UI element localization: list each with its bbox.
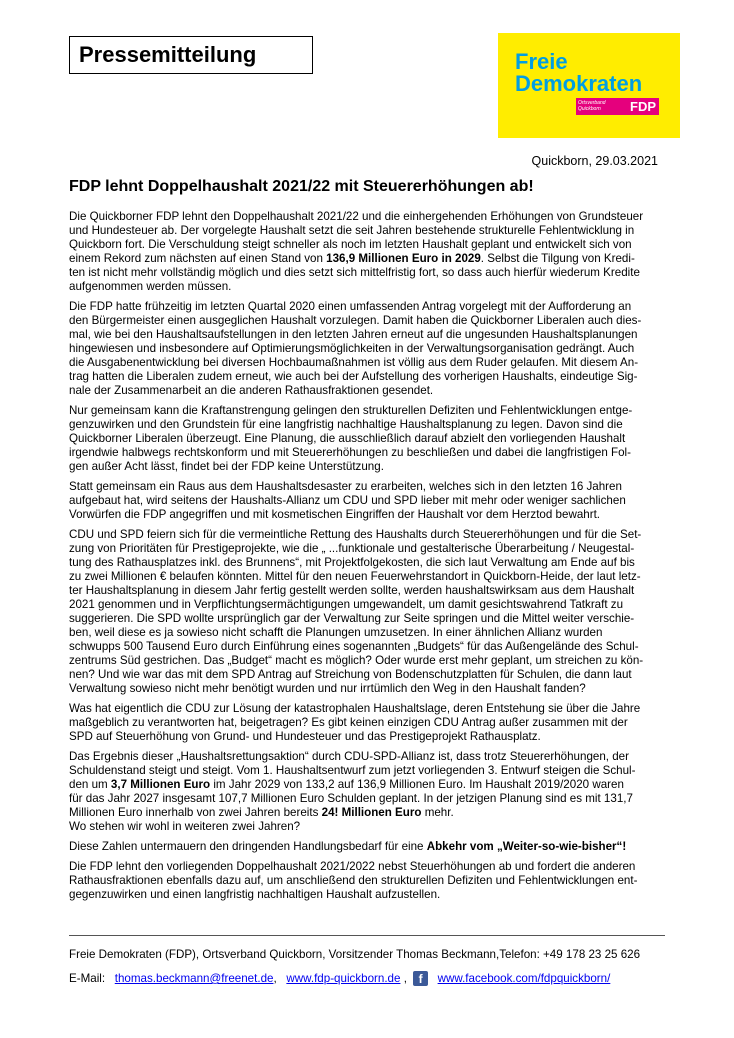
text-run: mal, wie bei den Haushaltsaufstellungen in den letzten Jahren erneut auf die ungesunden Haushaltsplanungen [69,328,638,341]
text-line [69,730,669,744]
text-run: trag hatten die Liberalen zudem erneut, wie auch bei der Aufstellung des vorherigen Haushalts, eindeutige Sig- [69,370,638,383]
text-line [69,356,669,370]
text-line [69,792,669,806]
text-run: ben, weil diese es ja sowieso nicht schafft die Planungen umzusetzen. In einer ähnlichen Allianz wurden [69,626,603,639]
text-run: 2021 genommen und in Verpflichtungsermächtigungen umgewandelt, um damit gesichtswahrend Tatkraft zu [69,598,624,611]
text-run: Quickborner Liberalen überzeugt. Eine Planung, die ausschließlich darauf abzielt den vorliegenden Haushalt [69,432,626,445]
text-run: mehr. [421,806,454,819]
text-line [69,224,669,238]
text-run: ten ist nicht mehr vollständig möglich und dies setzt sich mittelfristig fort, so dass auch hierfür wiederum Kredite [69,266,640,279]
logo-text-demokraten: Demokraten [515,71,643,96]
text-run: Was hat eigentlich die CDU zur Lösung der katastrophalen Haushaltslage, deren Entstehung sie über die Jahre [69,702,641,715]
text-run: aufgenommen werden müssen. [69,280,232,293]
facebook-link[interactable]: www.facebook.com/fdpquickborn/ [437,972,611,985]
text-line [69,370,669,384]
text-run: SPD auf Steuerhöhung von Grund- und Hundesteuer und das Prestigeprojekt Rathausplatz. [69,730,541,743]
text-run: schwupps 500 Tausend Euro durch Einführung eines sogenannten „Budgets“ für das Außengelände des Schul- [69,640,639,653]
bold-text: 24! Millionen Euro [321,806,422,819]
text-run: und Hundesteuer ab. Der vorgelegte Haushalt setzt die seit Jahren bestehende strukturelle Fehlentwicklung in [69,224,635,237]
bold-text: 136,9 Millionen Euro in 2029 [326,252,481,265]
text-run: die Ausgabenentwicklung bei diversen Hochbaumaßnahmen ist völlig aus dem Ruder gelaufen. Mit diesem An- [69,356,639,369]
text-run: tung des Rathausplatzes inkl. des Brunnens“, mit Projektfolgekosten, die sich laut Verwaltung am Ende auf bis [69,556,635,569]
footer-contact-line: Freie Demokraten (FDP), Ortsverband Quickborn, Vorsitzender Thomas Beckmann,Telefon: +49 178 23 25 626 [69,948,641,961]
paragraph-3 [69,404,669,474]
footer-links-line [69,971,610,986]
text-line [69,888,669,902]
text-run: gen außer Acht lässt, findet bei der FDP keine Unterstützung. [69,460,384,473]
text-run: Die FDP hatte frühzeitig im letzten Quartal 2020 einen umfassenden Antrag vorgelegt mit der Aufforderung an [69,300,632,313]
text-line [69,432,669,446]
text-line [69,418,669,432]
text-line [69,460,669,474]
website-link[interactable]: www.fdp-quickborn.de [286,972,401,985]
date-line: Quickborn, 29.03.2021 [531,154,658,168]
text-line [69,570,669,584]
text-line [69,860,669,874]
text-run: gegenzuwirken und einen langfristig nachhaltigen Haushalt aufzustellen. [69,888,441,901]
text-run: aufgebaut hat, wird seitens der Haushalts-Allianz um CDU und SPD lieber mit mehr oder weniger sachlichen [69,494,626,507]
text-line [69,778,669,792]
text-run: im Jahr 2029 von 133,2 auf 136,9 Millionen Euro. Im Haushalt 2019/2020 waren [210,778,624,791]
text-run: einem Rekord zum nächsten auf einen Stand von [69,252,327,265]
footer-divider [69,935,665,936]
text-run: CDU und SPD feiern sich für die vermeintliche Rettung des Haushalts durch Steuererhöhungen und für die Set- [69,528,642,541]
text-line [69,446,669,460]
paragraph-6 [69,702,669,744]
text-run: Das Ergebnis dieser „Haushaltsrettungsaktion“ durch CDU-SPD-Allianz ist, dass trotz Steuererhöhungen, der [69,750,629,763]
logo-tag-ortsverband: Ortsverband [578,100,606,106]
text-line [69,210,669,224]
text-line [69,750,669,764]
text-run: hingewiesen und insbesondere auf Optimierungsmöglichkeiten in der Verwaltungsorganisation gedrängt. Auch [69,342,635,355]
text-line [69,716,669,730]
text-line [69,702,669,716]
text-line [69,252,669,266]
text-line [69,874,669,888]
logo-text-freie: Freie [515,49,568,74]
text-run: Die FDP lehnt den vorliegenden Doppelhaushalt 2021/2022 nebst Steuerhöhungen ab und fordert die anderen [69,860,636,873]
paragraph-1 [69,210,669,294]
text-run: Nur gemeinsam kann die Kraftanstrengung gelingen den strukturellen Defiziten und Fehlentwicklungen entge- [69,404,633,417]
text-line [69,626,669,640]
text-line [69,682,669,696]
email-link[interactable]: thomas.beckmann@freenet.de [114,972,274,985]
text-run: Quickborn fort. Die Verschuldung steigt schneller als noch im letzten Haushalt geplant und entwickelt sich von [69,238,632,251]
text-line [69,328,669,342]
logo-fdp-tag [576,98,659,115]
facebook-icon[interactable]: f [413,971,428,986]
paragraph-9 [69,860,669,902]
fdp-logo [498,33,680,138]
text-line [69,668,669,682]
text-line [69,314,669,328]
text-line [69,238,669,252]
text-line [69,300,669,314]
text-run: zentrums Süd gestrichen. Das „Budget“ macht es möglich? Oder wurde erst mehr geplant, um streichen zu kön- [69,654,644,667]
text-line [69,654,669,668]
text-line [69,508,669,522]
bold-text: 3,7 Millionen Euro [110,778,211,791]
text-run: den Bürgermeister einen ausgeglichen Haushalt vorzulegen. Damit haben die Quickborner Liberalen auch dies- [69,314,642,327]
text-run: zu zwei Millionen € belaufen könnten. Mittel für den neuen Feuerwehrstandort in Quickborn-Heide, der laut letz- [69,570,641,583]
text-run: Wo stehen wir wohl in weiteren zwei Jahren? [69,820,301,833]
press-release-title: Pressemitteilung [79,42,257,67]
text-line [69,280,669,294]
text-line [69,556,669,570]
text-run: den um [69,778,111,791]
text-run: genzuwirken und den Grundstein für eine langfristig nachhaltige Haushaltsplanung zu legen. Davon sind die [69,418,623,431]
headline: FDP lehnt Doppelhaushalt 2021/22 mit Steuererhöhungen ab! [69,178,534,195]
text-run: zung von Prioritäten für Prestigeprojekte, wie die „ ...funktionale und gestalterische Überarbeitung / Neugestal- [69,542,635,555]
text-run: . Selbst die Tilgung von Kredi- [480,252,635,265]
text-line [69,640,669,654]
paragraph-5 [69,528,669,696]
text-line [69,820,669,834]
paragraph-8 [69,840,669,854]
text-run: Millionen Euro innerhalb von zwei Jahren bereits [69,806,322,819]
text-line [69,528,669,542]
paragraph-2 [69,300,669,398]
text-line [69,266,669,280]
text-line [69,598,669,612]
logo-tag-quickborn: Quickborn [578,106,601,112]
text-run: für das Jahr 2027 insgesamt 107,7 Millionen Euro Schulden geplant. In der jetzigen Planung sind es mit 131,7 [69,792,633,805]
text-line [69,494,669,508]
text-line [69,840,669,854]
body-text [69,210,669,908]
press-release-box [69,36,313,74]
text-line [69,612,669,626]
text-run: Diese Zahlen untermauern den dringenden Handlungsbedarf für eine [69,840,427,853]
text-run: irgendwie halbwegs rechtskonform und mit Steuererhöhungen zu beschließen und dabei die langfristigen Fol- [69,446,631,459]
separator: , [273,972,277,985]
paragraph-7 [69,750,669,834]
text-run: ter Haushaltsplanung in diesem Jahr fertig gestellt werden sollte, werden haushaltswirksam aus dem Haushalt [69,584,635,597]
email-label: E-Mail: [69,972,106,985]
text-run: Die Quickborner FDP lehnt den Doppelhaushalt 2021/22 und die einhergehenden Erhöhungen von Grundsteuer [69,210,644,223]
text-line [69,480,669,494]
text-line [69,404,669,418]
paragraph-4 [69,480,669,522]
text-run: Statt gemeinsam ein Raus aus dem Haushaltsdesaster zu erarbeiten, welches sich in den letzten 16 Jahren [69,480,622,493]
text-line [69,806,669,820]
text-run: Rathausfraktionen ebenfalls dazu auf, um anschließend den strukturellen Defiziten und Fehlentwicklungen ent- [69,874,638,887]
text-line [69,342,669,356]
text-line [69,384,669,398]
text-run: nale der Zusammenarbeit an die anderen Rathausfraktionen gesendet. [69,384,434,397]
text-line [69,764,669,778]
text-run: suggerieren. Die SPD wollte ursprünglich gar der Verwaltung zur Seite springen und die Mittel weiter verschie- [69,612,635,625]
separator: , [403,972,407,985]
text-run: maßgeblich zu verantworten hat, beigetragen? Es gibt keinen einzigen CDU Antrag außer zusammen mit der [69,716,628,729]
text-run: Vorwürfen die FDP angegriffen und mit kosmetischen Eingriffen der Haushalt vor dem Herztod bewahrt. [69,508,601,521]
text-run: nen? Und wie war das mit dem SPD Antrag auf Streichung von Bodenschutzplatten für Schulen, die dann laut [69,668,632,681]
text-line [69,584,669,598]
bold-text: Abkehr vom „Weiter-so-wie-bisher“! [426,840,627,853]
logo-tag-fdp: FDP [630,99,656,114]
text-run: Schuldenstand steigt und steigt. Vom 1. Haushaltsentwurf zum jetzt vorliegenden 3. Entwurf steigen die Schul- [69,764,636,777]
text-run: Verwaltung sowieso nicht mehr benötigt wurden und nur irrtümlich den Weg in den Haushalt fanden? [69,682,586,695]
text-line [69,542,669,556]
